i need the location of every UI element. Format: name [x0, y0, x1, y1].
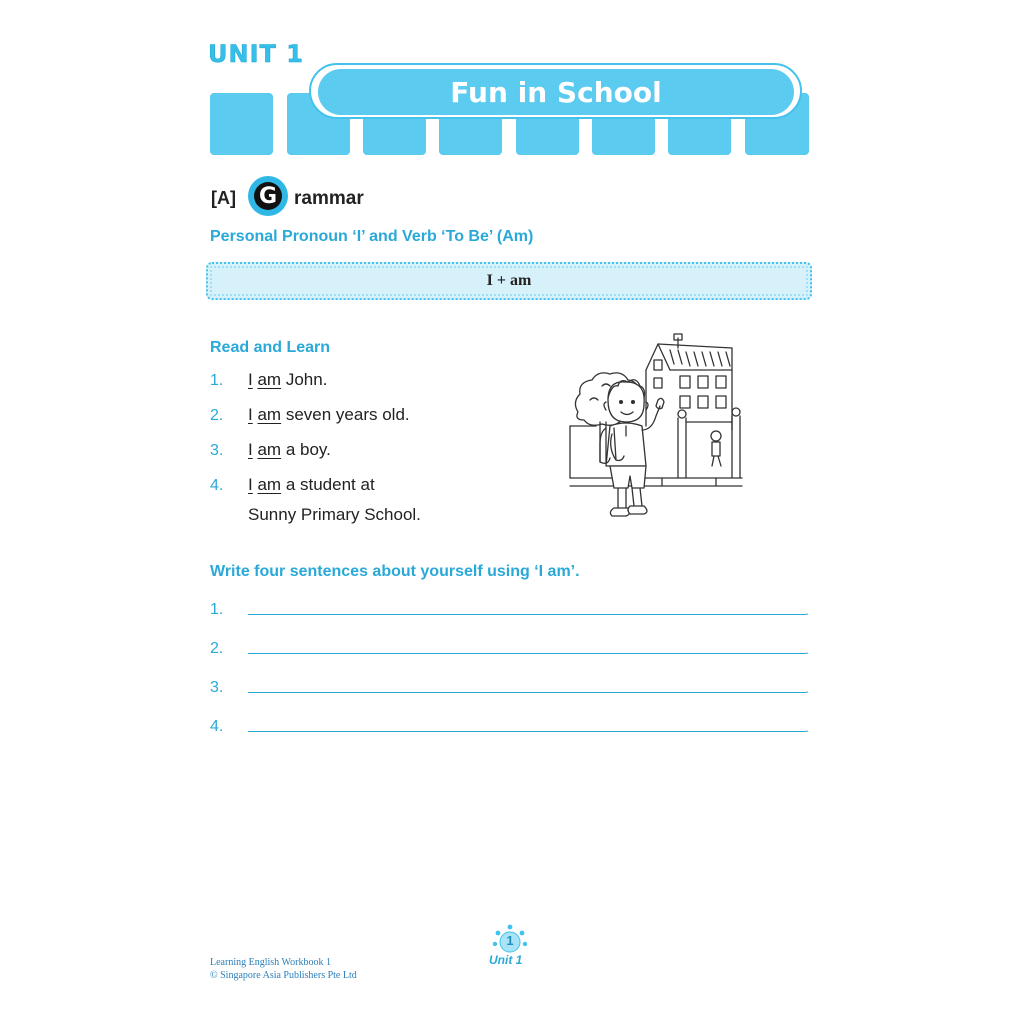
unit-label: UNIT 1 [208, 40, 304, 68]
list-item-sentence [248, 405, 410, 425]
line-end: . [805, 680, 809, 696]
answer-line[interactable] [248, 653, 806, 654]
formula-box [206, 262, 812, 300]
header-block [210, 93, 273, 155]
page-unit-label: Unit 1 [489, 953, 523, 967]
item-number: 4. [210, 477, 224, 494]
answer-line[interactable] [248, 731, 806, 732]
sentence-rest: seven years old. [285, 405, 410, 424]
page-title: Fun in School [450, 75, 662, 109]
topic-heading: Personal Pronoun ‘I’ and Verb ‘To Be’ (Am) [210, 228, 534, 245]
pronoun: I [248, 405, 253, 424]
line-number: 4. [210, 718, 224, 735]
page-number: 1 [506, 933, 514, 948]
footer-copyright: © Singapore Asia Publishers Pte Ltd [210, 970, 357, 981]
exercise-instruction: Write four sentences about yourself using ‘I am’. [210, 563, 580, 580]
section-title: rammar [294, 188, 364, 209]
item-number: 2. [210, 407, 224, 424]
section-marker: [A] [211, 188, 236, 208]
list-item [210, 475, 223, 495]
grammar-badge-letter: G [254, 182, 282, 210]
sentence-rest: John. [285, 370, 328, 389]
verb: am [257, 475, 282, 494]
list-item-sentence [248, 370, 327, 390]
line-number: 1. [210, 601, 224, 618]
line-number: 2. [210, 640, 224, 657]
list-item [210, 440, 223, 460]
verb: am [257, 405, 282, 424]
verb: am [257, 370, 282, 389]
answer-line[interactable] [248, 614, 806, 615]
sentence-rest: a student at [285, 475, 375, 494]
boy-school-illustration [566, 330, 750, 530]
grammar-badge-icon [248, 176, 288, 216]
pronoun: I [248, 475, 253, 494]
item-number: 1. [210, 372, 224, 389]
verb: am [257, 440, 282, 459]
pronoun: I [248, 370, 253, 389]
line-number: 3. [210, 679, 224, 696]
line-end: . [805, 641, 809, 657]
title-banner [318, 69, 794, 115]
sentence-continuation: Sunny Primary School. [248, 505, 421, 524]
read-learn-heading: Read and Learn [210, 339, 331, 356]
line-end: . [805, 719, 809, 735]
list-item-sentence [248, 440, 331, 460]
pronoun: I [248, 440, 253, 459]
list-item [210, 405, 223, 425]
list-item-sentence [248, 475, 375, 495]
list-item [210, 370, 223, 390]
footer-book-title: Learning English Workbook 1 [210, 957, 331, 968]
item-number: 3. [210, 442, 224, 459]
line-end: . [805, 602, 809, 618]
answer-line[interactable] [248, 692, 806, 693]
sentence-rest: a boy. [285, 440, 331, 459]
formula-text: I + am [486, 272, 532, 289]
